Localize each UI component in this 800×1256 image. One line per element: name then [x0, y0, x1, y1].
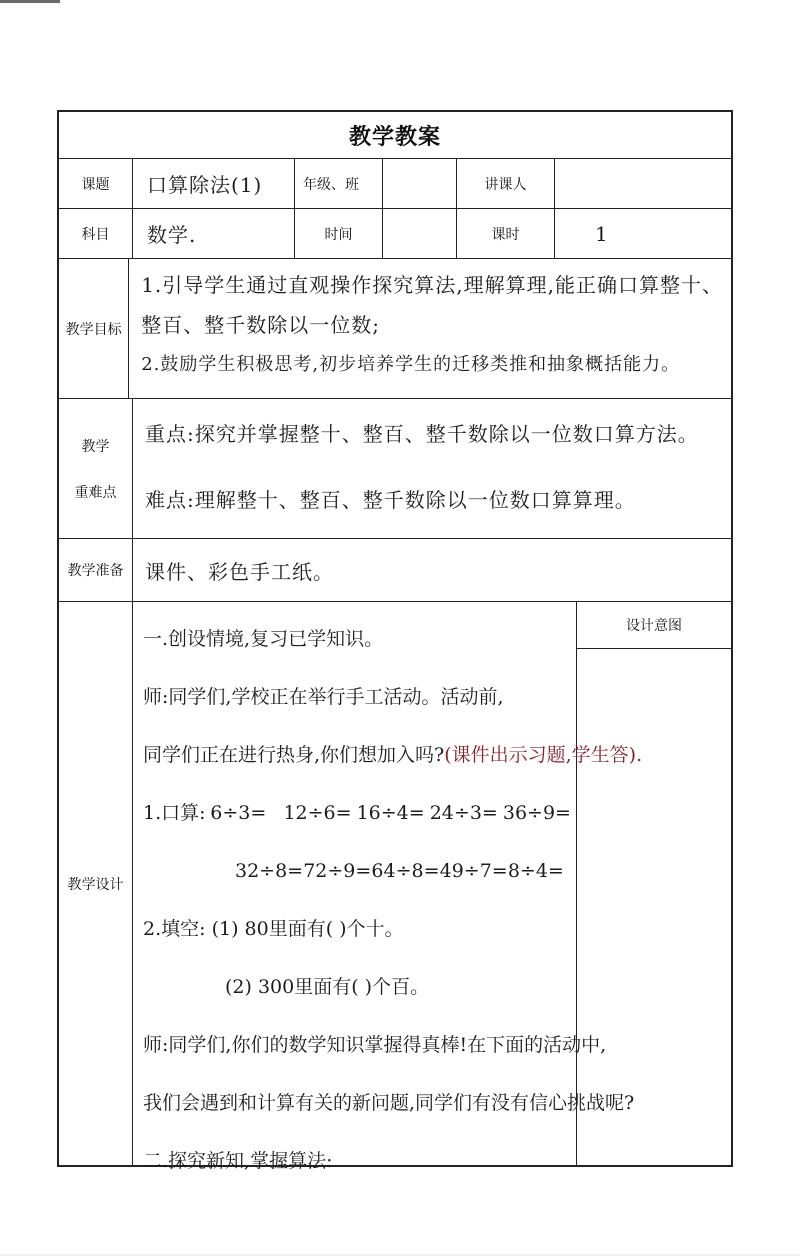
calc-item: 16÷4=: [356, 802, 425, 824]
design-intent-body: [577, 649, 731, 1165]
design-label: 教学设计: [59, 602, 133, 1165]
calc-item: 6÷3=: [210, 802, 267, 824]
key-points-label-line2: 重难点: [74, 484, 117, 501]
calc-item: 32÷8=: [235, 860, 304, 882]
periods-value: 1: [595, 221, 609, 246]
design-row: [59, 602, 731, 1172]
oral-calc-row-2: [143, 842, 576, 900]
teacher-line: 我们会遇到和计算有关的新问题,同学们有没有信心挑战呢?: [143, 1092, 635, 1114]
teacher-annotation: (课件出示习题,学生答).: [444, 744, 643, 766]
instructor-label: 讲课人: [457, 159, 555, 208]
fill-label: 2.填空:: [143, 918, 206, 940]
document-title: 教学教案: [348, 124, 441, 150]
calc-item: 8÷4=: [507, 860, 564, 882]
key-point-line: 重点:探究并掌握整十、整百、整千数除以一位数口算方法。: [145, 422, 699, 446]
lesson-plan-table: [57, 110, 733, 1172]
topic-label: 课题: [59, 159, 133, 208]
title-row: [59, 112, 731, 159]
section2-title: 二.探究新知,掌握算法:: [143, 1150, 333, 1172]
info-row-topic: [59, 159, 731, 209]
goals-row: [59, 259, 731, 399]
design-content: [133, 602, 643, 1172]
oral-calc-row-1: [143, 784, 576, 842]
scan-corner-mark: [0, 0, 60, 3]
topic-value: 口算除法(1): [133, 159, 295, 208]
teacher-line: 师:同学们,你们的数学知识掌握得真棒!在下面的活动中,: [143, 1034, 607, 1056]
time-value: [383, 209, 457, 258]
difficulty-line: 难点:理解整十、整百、整千数除以一位数口算算理。: [145, 488, 636, 512]
subject-value: 数学.: [133, 209, 295, 258]
calc-item: 24÷3=: [429, 802, 498, 824]
calc-item: 64÷8=: [371, 860, 440, 882]
fill-blank-q2: (2) 300里面有( )个百。: [225, 976, 430, 998]
calc-item: 49÷7=: [439, 860, 508, 882]
preparation-row: [59, 539, 731, 602]
periods-label: 课时: [457, 209, 555, 258]
calc-item: 12÷6=: [283, 802, 352, 824]
goals-content: [129, 259, 731, 398]
fill-blank-q1: [143, 900, 576, 958]
goals-label: 教学目标: [59, 259, 129, 398]
preparation-value: 课件、彩色手工纸。: [145, 559, 334, 584]
design-intent-column: [577, 602, 731, 1165]
design-intent-header: 设计意图: [577, 602, 731, 649]
teacher-line-with-note: [143, 726, 643, 784]
grade-value: [383, 159, 457, 208]
instructor-value: [555, 159, 731, 208]
calc-item: 72÷9=: [303, 860, 372, 882]
key-points-label: [59, 399, 133, 538]
section1-title: 一.创设情境,复习已学知识。: [143, 628, 384, 650]
subject-label: 科目: [59, 209, 133, 258]
key-points-row: [59, 399, 731, 539]
key-points-label-line1: 教学: [81, 438, 110, 455]
goal-line: 整百、整千数除以一位数;: [141, 313, 380, 337]
fill-question: (1) 80里面有( )个十。: [211, 918, 404, 940]
goal-line: 2.鼓励学生积极思考,初步培养学生的迁移类推和抽象概括能力。: [141, 354, 681, 375]
goal-line: 1.引导学生通过直观操作探究算法,理解算理,能正确口算整十、: [141, 273, 723, 297]
info-row-subject: [59, 209, 731, 259]
preparation-label: 教学准备: [59, 539, 133, 601]
teacher-line: 师:同学们,学校正在举行手工活动。活动前,: [143, 686, 504, 708]
calc-item: 36÷9=: [502, 802, 571, 824]
key-points-content: [133, 399, 731, 538]
oral-calc-label: 1.口算:: [143, 802, 206, 824]
time-label: 时间: [295, 209, 383, 258]
teacher-line: 同学们正在进行热身,你们想加入吗?: [143, 744, 445, 766]
grade-label: 年级、班: [295, 159, 383, 208]
